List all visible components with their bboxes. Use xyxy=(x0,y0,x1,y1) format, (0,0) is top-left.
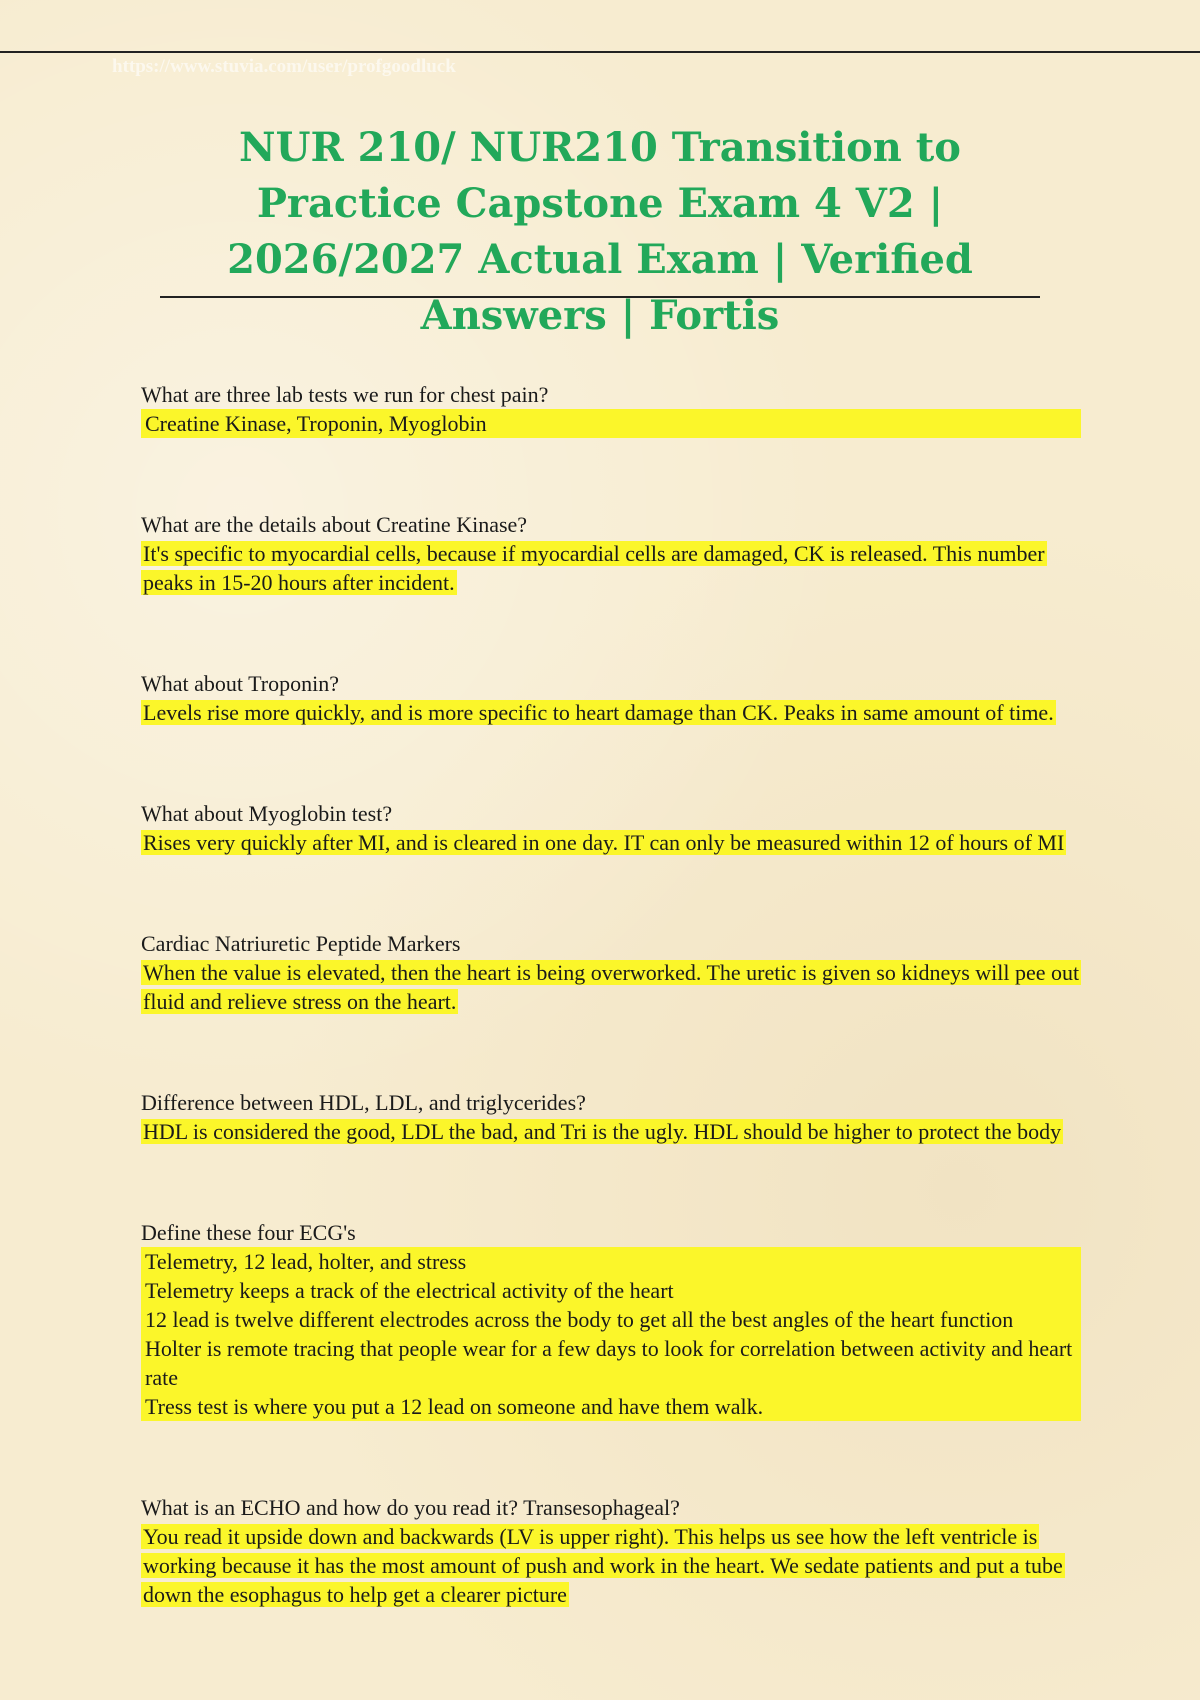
top-rule xyxy=(0,51,1200,53)
answer-line: It's specific to myocardial cells, because if myocardial cells are damaged, CK is released. This number peaks in 15-20 hours after incident. xyxy=(143,541,1045,595)
question: What about Troponin? xyxy=(141,671,339,696)
answer-line: Telemetry keeps a track of the electrical activity of the heart xyxy=(145,1278,674,1303)
qa-list xyxy=(141,380,1081,1681)
answer xyxy=(141,1522,1081,1609)
qa-item xyxy=(141,380,1081,438)
question: What about Myoglobin test? xyxy=(141,801,393,826)
qa-item xyxy=(141,1493,1081,1609)
qa-item xyxy=(141,1088,1081,1146)
answer-line: Levels rise more quickly, and is more specific to heart damage than CK. Peaks in same amount of time. xyxy=(143,700,1054,725)
qa-item xyxy=(141,510,1081,597)
answer-line: Holter is remote tracing that people wear for a few days to look for correlation between activity and heart rate xyxy=(145,1336,1073,1390)
qa-item xyxy=(141,669,1081,727)
title-underline xyxy=(160,296,1040,298)
answer xyxy=(141,539,1081,597)
answer-line: Creatine Kinase, Troponin, Myoglobin xyxy=(145,411,487,436)
question: Difference between HDL, LDL, and triglycerides? xyxy=(141,1090,586,1115)
answer-line: You read it upside down and backwards (LV is upper right). This helps us see how the left ventricle is working because it has the most amount of push and work in the heart. We sedate patients and put a tube down the esophagus to help get a clearer picture xyxy=(143,1524,1063,1607)
qa-item xyxy=(141,929,1081,1016)
answer xyxy=(141,958,1081,1016)
answer-line: Telemetry, 12 lead, holter, and stress xyxy=(145,1249,467,1274)
answer-line: 12 lead is twelve different electrodes across the body to get all the best angles of the heart function xyxy=(145,1307,1014,1332)
answer-line: HDL is considered the good, LDL the bad, and Tri is the ugly. HDL should be higher to protect the body xyxy=(143,1119,1062,1144)
question: What is an ECHO and how do you read it? Transesophageal? xyxy=(141,1495,680,1520)
qa-item xyxy=(141,799,1081,857)
answer xyxy=(141,1117,1081,1146)
question: Define these four ECG's xyxy=(141,1220,356,1245)
answer-line: Tress test is where you put a 12 lead on someone and have them walk. xyxy=(145,1394,764,1419)
answer xyxy=(141,698,1081,727)
question: What are the details about Creatine Kinase? xyxy=(141,512,528,537)
answer xyxy=(141,828,1081,857)
answer xyxy=(141,1247,1081,1421)
answer-line: When the value is elevated, then the heart is being overworked. The uretic is given so kidneys will pee out fluid and relieve stress on the heart. xyxy=(143,960,1080,1014)
document-title: NUR 210/ NUR210 Transition to Practice Capstone Exam 4 V2 | 2026/2027 Actual Exam | Verified Answers | Fortis xyxy=(227,124,973,339)
question: What are three lab tests we run for chest pain? xyxy=(141,382,549,407)
answer xyxy=(141,409,1081,438)
question: Cardiac Natriuretic Peptide Markers xyxy=(141,931,461,956)
answer-line: Rises very quickly after MI, and is cleared in one day. IT can only be measured within 12 of hours of MI xyxy=(143,830,1065,855)
watermark-url: https://www.stuvia.com/user/profgoodluck xyxy=(112,56,456,77)
qa-item xyxy=(141,1218,1081,1421)
